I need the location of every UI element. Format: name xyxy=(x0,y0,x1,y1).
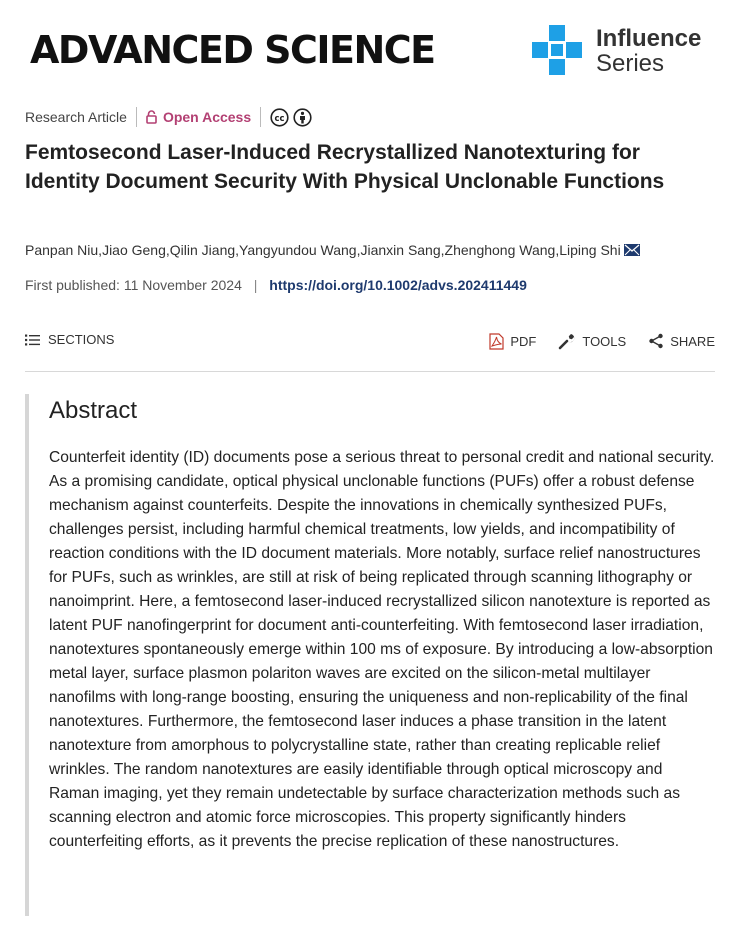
unlock-icon xyxy=(146,110,157,124)
share-button[interactable] xyxy=(648,333,715,349)
author-link[interactable]: Jiao Geng , xyxy=(102,242,170,258)
divider xyxy=(260,107,261,127)
influence-series-icon xyxy=(532,25,582,75)
author-list xyxy=(25,242,640,258)
by-icon xyxy=(293,108,312,127)
open-access-label: Open Access xyxy=(162,109,252,125)
author-link[interactable]: Qilin Jiang , xyxy=(170,242,239,258)
author-link[interactable]: Jianxin Sang , xyxy=(360,242,444,258)
first-published-label: First published: xyxy=(25,277,120,293)
tools-button[interactable] xyxy=(558,332,626,350)
doi-link[interactable]: https://doi.org/10.1002/advs.202411449 xyxy=(269,277,527,293)
author-link[interactable]: Liping Shi xyxy=(559,242,621,258)
series-name-line2: Series xyxy=(596,50,665,77)
article-type: Research Article xyxy=(25,109,127,125)
wrench-icon xyxy=(558,332,576,350)
open-access-badge[interactable] xyxy=(146,109,251,125)
svg-text:cc: cc xyxy=(274,113,285,124)
series-name-line1: Influence xyxy=(596,25,702,52)
publication-date: 11 November 2024 xyxy=(123,277,242,293)
abstract-section xyxy=(25,394,715,916)
article-toolbar xyxy=(25,332,715,356)
email-icon[interactable] xyxy=(624,244,640,256)
divider xyxy=(136,107,137,127)
share-label: SHARE xyxy=(670,333,715,349)
cc-icon xyxy=(270,108,289,127)
abstract-text: Counterfeit identity (ID) documents pose a serious threat to personal credit and national security. As a promising candidate, optical physical unclonable functions (PUFs) offer a robust defense mechanism against counterfeits. Despite the innovations in chemically synthesized PUFs, challenges persist, including harmful chemical treatments, low yields, and incompatibility of reaction conditions with the ID document materials. More notably, surface relief nanostructures for PUFs, such as wrinkles, are still at risk of being replicated through scanning lithography or nanoimprint. Here, a femtosecond laser-induced recrystallized silicon nanotexture is reported as latent PUF nanofingerprint for document anti-counterfeiting. With femtosecond laser irradiation, nanotextures spontaneously emerge within 100 ms of exposure. By introducing a low-absorption metal layer, surface plasmon polariton waves are excited on the silicon-metal multilayer nanofilms with long-range boosting, ensuring the uniqueness and non-replicability of the final nanotextures. Furthermore, the femtosecond laser induces a phase transition in the latent nanotexture from amorphous to polycrystalline state, rather than creating replicable relief wrinkles. The random nanotextures are easily identifiable through optical microscopy and Raman imaging, yet they remain undetectable by surface characterization methods such as scanning electron and atomic force microscopies. This property significantly hinders counterfeiting efforts, as it prevents the precise replication of these nanostructures. xyxy=(49,449,715,850)
sections-label: SECTIONS xyxy=(48,332,115,347)
publication-info xyxy=(25,277,527,293)
abstract-heading: Abstract xyxy=(49,397,138,424)
journal-logo[interactable]: ADVANCED SCIENCE xyxy=(30,28,435,72)
toolbar-divider xyxy=(25,371,715,372)
tools-label: TOOLS xyxy=(582,333,627,349)
author-link[interactable]: Zhenghong Wang , xyxy=(445,242,560,258)
share-icon xyxy=(648,333,664,349)
list-icon xyxy=(25,334,40,346)
article-meta xyxy=(25,106,312,128)
influence-series-badge[interactable] xyxy=(532,25,732,77)
article-title: Femtosecond Laser-Induced Recrystallized Nanotexturing for Identity Document Security With Physical Unclonable Functions xyxy=(25,141,665,193)
sections-button[interactable] xyxy=(25,332,114,347)
separator: | xyxy=(253,277,258,293)
author-link[interactable]: Yangyundou Wang , xyxy=(239,242,360,258)
author-link[interactable]: Panpan Niu , xyxy=(25,242,102,258)
license-icons[interactable] xyxy=(270,108,312,127)
pdf-button[interactable] xyxy=(489,333,536,350)
pdf-label: PDF xyxy=(510,333,537,349)
pdf-icon xyxy=(489,333,504,350)
